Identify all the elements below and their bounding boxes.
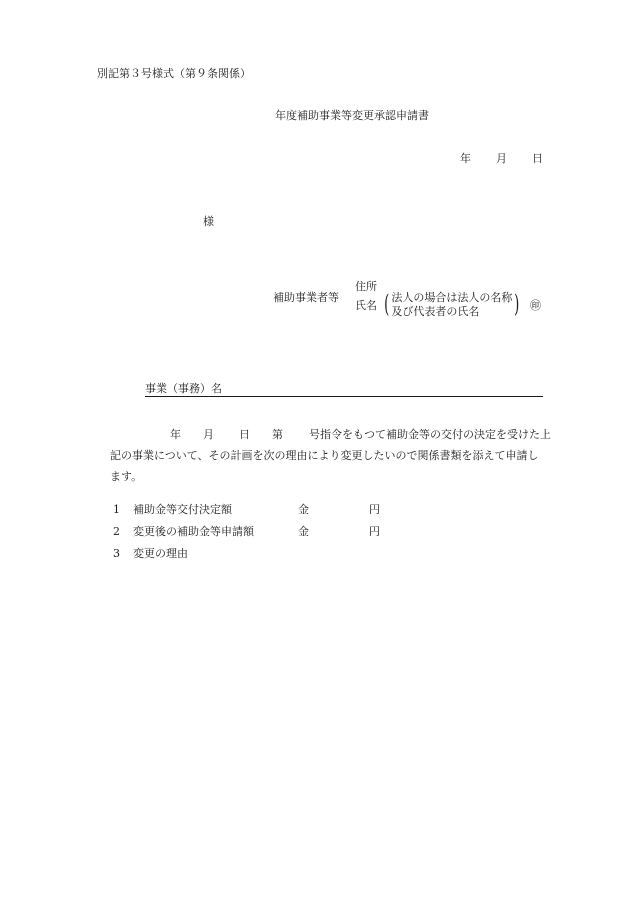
item-label: 変更の理由 (133, 547, 188, 560)
seal-mark: ㊞ (530, 299, 541, 312)
form-reference: 別記第３号様式（第９条関係） (97, 67, 251, 80)
item-number: 1 (113, 503, 120, 516)
body-month: 月 (203, 428, 214, 441)
name-label: 氏名 (355, 299, 377, 312)
open-paren: ( (384, 290, 390, 318)
address-label: 住所 (355, 280, 377, 293)
project-name-underline (145, 396, 543, 397)
body-year: 年 (170, 428, 181, 441)
item-kin: 金 (298, 503, 309, 516)
item-number: 2 (113, 525, 120, 538)
document-title: 年度補助事業等変更承認申請書 (275, 109, 429, 122)
addressee-honorific: 様 (203, 215, 214, 228)
name-note-line1: 法人の場合は法人の名称 (391, 291, 513, 304)
item-kin: 金 (298, 525, 309, 538)
body-line3: ます。 (110, 470, 143, 483)
name-note-block (382, 291, 522, 319)
body-day: 日 (239, 428, 250, 441)
item-label: 変更後の補助金等申請額 (133, 525, 254, 538)
date-day-label: 日 (532, 152, 543, 165)
body-line1-rest: 号指令をもつて補助金等の交付の決定を受けた上 (309, 428, 551, 441)
name-note-line2: 及び代表者の氏名 (391, 305, 480, 318)
item-yen: 円 (369, 503, 380, 516)
project-name-label: 事業（事務）名 (145, 382, 222, 395)
item-number: 3 (113, 547, 120, 560)
date-year-label: 年 (460, 152, 471, 165)
date-month-label: 月 (496, 152, 507, 165)
item-yen: 円 (369, 525, 380, 538)
close-paren: ) (514, 290, 520, 318)
item-label: 補助金等交付決定額 (133, 503, 232, 516)
body-dai: 第 (272, 428, 283, 441)
body-line2: 記の事業について、その計画を次の理由により変更したいので関係書類を添えて申請し (110, 449, 539, 462)
applicant-label: 補助事業者等 (273, 291, 339, 304)
name-note (391, 291, 512, 319)
